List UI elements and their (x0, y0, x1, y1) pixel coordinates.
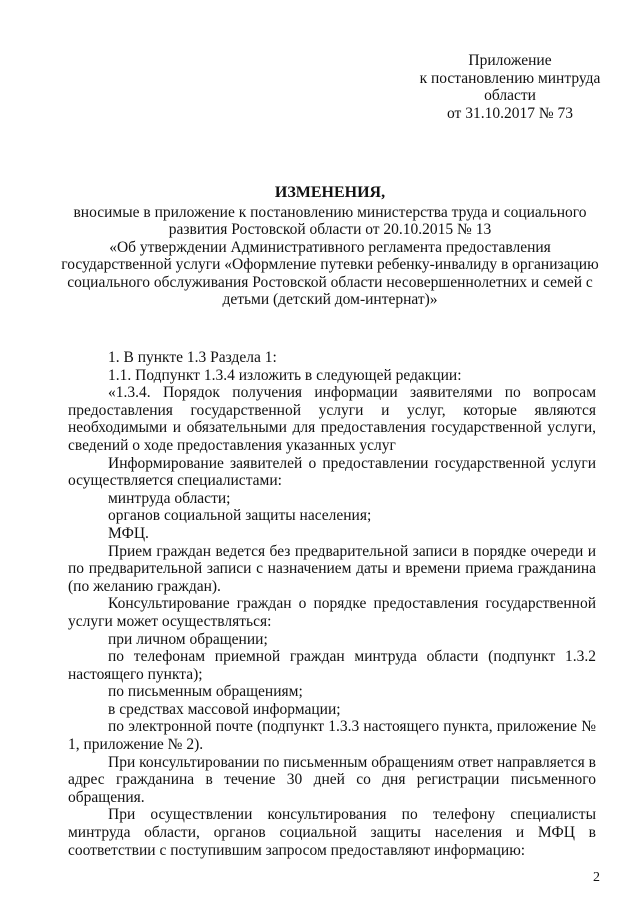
body-paragraph: МФЦ. (108, 524, 149, 542)
body-paragraph: Прием граждан ведется без предварительной записи в порядке очереди и по предварительной записи с назначением даты и времени приема гражданина (по желанию граждан). (68, 542, 596, 595)
heading-line: детьми (детский дом-интернат)» (222, 291, 438, 308)
appendix-header (400, 52, 620, 122)
heading-line: «Об утверждении Административного регламента предоставления (109, 238, 551, 256)
body-paragraph: Информирование заявителей о предоставлении государственной услуги осуществляется специалистами: (68, 454, 596, 490)
body-paragraph: Консультирование граждан о порядке предоставления государственной услуги может осуществляться: (68, 595, 596, 630)
body-paragraph: 1. В пункте 1.3 Раздела 1: (108, 349, 277, 366)
document-body (68, 349, 596, 859)
body-paragraph: При консультировании по письменным обращениям ответ направляется в адрес гражданина в течение 30 дней со дня регистрации письменного обращения. (68, 753, 596, 806)
appendix-line: Приложение (468, 52, 552, 69)
body-paragraph: по электронной почте (подпункт 1.3.3 настоящего пункта, приложение № 1, приложение № 2). (68, 718, 596, 754)
heading-line: вносимые в приложение к постановлению министерства труда и социального (73, 203, 587, 221)
page-number: 2 (593, 870, 600, 885)
appendix-line: от 31.10.2017 № 73 (447, 104, 573, 122)
body-paragraph: в средствах массовой информации; (108, 700, 341, 718)
body-paragraph: При осуществлении консультирования по телефону специалисты минтруда области, органов социальной защиты населения и МФЦ в соответствии с поступившим запросом предоставляют информацию: (68, 806, 596, 859)
document-title: ИЗМЕНЕНИЯ, (274, 184, 386, 201)
body-paragraph: органов социальной защиты населения; (108, 507, 372, 525)
body-paragraph: 1.1. Подпункт 1.3.4 изложить в следующей редакции: (108, 366, 462, 384)
heading-line: государственной услуги «Оформление путевки ребенку-инвалиду в организацию (61, 256, 599, 273)
appendix-line: области (484, 87, 536, 104)
body-paragraph: при личном обращении; (108, 630, 268, 648)
body-paragraph: по телефонам приемной граждан минтруда области (подпункт 1.3.2 настоящего пункта); (68, 648, 596, 683)
body-paragraph: «1.3.4. Порядок получения информации заявителями по вопросам предоставления государственной услуги и услуг, которые являются необходимыми и обязательными для предоставления государственной услуги, сведений о ходе предоставления указанных услуг (68, 384, 596, 454)
document-heading (60, 184, 600, 309)
heading-line: социального обслуживания Ростовской области несовершеннолетних и семей с (67, 273, 593, 291)
body-paragraph: минтруда области; (108, 489, 231, 507)
appendix-line: к постановлению минтруда (419, 69, 601, 87)
body-paragraph: по письменным обращениям; (108, 683, 303, 701)
heading-line: развития Ростовской области от 20.10.2015 № 13 (168, 221, 492, 238)
